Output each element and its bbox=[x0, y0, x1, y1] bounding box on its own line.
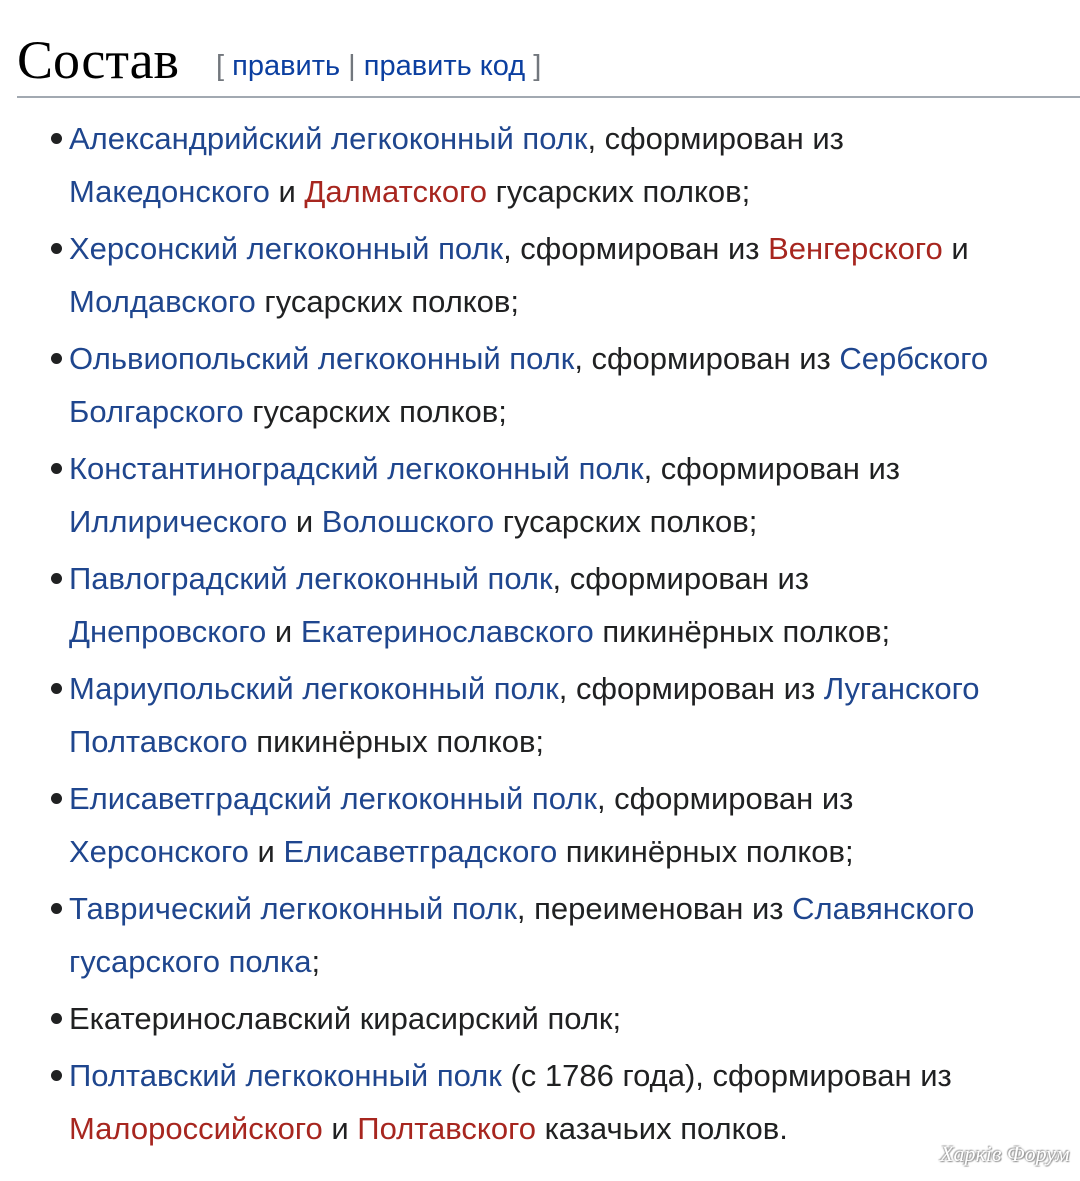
wiki-link[interactable]: Елисаветградский легкоконный полк bbox=[69, 781, 597, 816]
wiki-link[interactable]: Волошского bbox=[321, 504, 495, 539]
wiki-link[interactable]: Херсонского bbox=[69, 834, 249, 869]
wiki-link[interactable]: Ольвиопольский легкоконный полк bbox=[69, 341, 575, 376]
section-heading bbox=[17, 26, 1080, 98]
item-text: пикинёрных полков; bbox=[247, 724, 545, 759]
item-text: и bbox=[322, 1111, 358, 1146]
list-item bbox=[0, 332, 1080, 438]
edit-bracket-close: ] bbox=[533, 50, 542, 82]
list-item bbox=[0, 772, 1080, 878]
list-item bbox=[0, 552, 1080, 658]
list-item bbox=[0, 222, 1080, 328]
bullet-icon bbox=[51, 243, 62, 254]
bullet-icon bbox=[51, 903, 62, 914]
item-text: ; bbox=[311, 944, 321, 979]
wiki-link[interactable]: Луганского bbox=[823, 671, 980, 706]
wiki-link[interactable]: Иллирического bbox=[69, 504, 288, 539]
wiki-link[interactable]: Болгарского bbox=[69, 394, 244, 429]
item-text: и bbox=[269, 174, 305, 209]
item-text: гусарских полков; bbox=[243, 394, 507, 429]
wiki-link[interactable]: гусарского полка bbox=[69, 944, 312, 979]
bullet-icon bbox=[51, 1013, 62, 1024]
wiki-link[interactable]: Елисаветградского bbox=[283, 834, 558, 869]
wiki-link[interactable]: Мариупольский легкоконный полк bbox=[69, 671, 559, 706]
list-item bbox=[0, 1049, 1080, 1155]
list-item bbox=[0, 662, 1080, 768]
wiki-link[interactable]: Сербского bbox=[839, 341, 989, 376]
edit-bracket-open: [ bbox=[216, 50, 225, 82]
wiki-link[interactable]: Македонского bbox=[69, 174, 270, 209]
item-text: пикинёрных полков; bbox=[557, 834, 854, 869]
item-text: (с 1786 года), сформирован из bbox=[501, 1058, 952, 1093]
bullet-icon bbox=[51, 133, 62, 144]
edit-source-link[interactable]: править код bbox=[363, 50, 526, 82]
item-text: пикинёрных полков; bbox=[593, 614, 891, 649]
item-text: казачьих полков. bbox=[535, 1111, 788, 1146]
wiki-link[interactable]: Александрийский легкоконный полк bbox=[69, 121, 588, 156]
bullet-icon bbox=[51, 353, 62, 364]
redlink[interactable]: Далматского bbox=[304, 174, 487, 209]
item-text: , сформирован из bbox=[558, 671, 824, 706]
item-text: Екатеринославский кирасирский полк; bbox=[69, 1001, 622, 1036]
edit-section-links bbox=[216, 48, 541, 84]
section-title: Состав bbox=[17, 30, 180, 90]
bullet-icon bbox=[51, 1070, 62, 1081]
wiki-link[interactable]: Таврический легкоконный полк bbox=[69, 891, 517, 926]
item-text: , сформирован из bbox=[643, 451, 901, 486]
list-item bbox=[0, 882, 1080, 988]
item-text: и bbox=[942, 231, 969, 266]
wiki-link[interactable]: Славянского bbox=[792, 891, 975, 926]
bullet-icon bbox=[51, 793, 62, 804]
redlink[interactable]: Полтавского bbox=[357, 1111, 536, 1146]
wiki-link[interactable]: Константиноградский легкоконный полк bbox=[69, 451, 644, 486]
item-text: , сформирован из bbox=[552, 561, 809, 596]
wiki-link[interactable]: Херсонский легкоконный полк bbox=[69, 231, 504, 266]
item-text: гусарских полков; bbox=[255, 284, 520, 319]
list-item bbox=[0, 992, 1080, 1045]
item-text: , сформирован из bbox=[574, 341, 840, 376]
wiki-link[interactable]: Полтавского bbox=[69, 724, 248, 759]
item-text: и bbox=[287, 504, 322, 539]
item-text: гусарских полков; bbox=[494, 504, 758, 539]
list-item bbox=[0, 442, 1080, 548]
item-text: гусарских полков; bbox=[486, 174, 751, 209]
item-text: и bbox=[266, 614, 301, 649]
redlink[interactable]: Малороссийского bbox=[69, 1111, 323, 1146]
forum-watermark: Харків Форум bbox=[940, 1141, 1070, 1166]
wiki-link[interactable]: Полтавский легкоконный полк bbox=[69, 1058, 502, 1093]
regiment-list bbox=[0, 112, 1080, 1159]
wiki-link[interactable]: Молдавского bbox=[69, 284, 256, 319]
bullet-icon bbox=[51, 573, 62, 584]
redlink[interactable]: Венгерского bbox=[768, 231, 943, 266]
edit-link[interactable]: править bbox=[232, 50, 341, 82]
item-text: , сформирован из bbox=[596, 781, 854, 816]
bullet-icon bbox=[51, 463, 62, 474]
wiki-link[interactable]: Павлоградский легкоконный полк bbox=[69, 561, 553, 596]
wiki-link[interactable]: Екатеринославского bbox=[300, 614, 594, 649]
list-item bbox=[0, 112, 1080, 218]
item-text: , сформирован из bbox=[503, 231, 769, 266]
item-text: , переименован из bbox=[516, 891, 793, 926]
edit-separator: | bbox=[348, 50, 356, 82]
item-text: , сформирован из bbox=[587, 121, 844, 156]
wiki-link[interactable]: Днепровского bbox=[69, 614, 267, 649]
bullet-icon bbox=[51, 683, 62, 694]
item-text: и bbox=[248, 834, 284, 869]
